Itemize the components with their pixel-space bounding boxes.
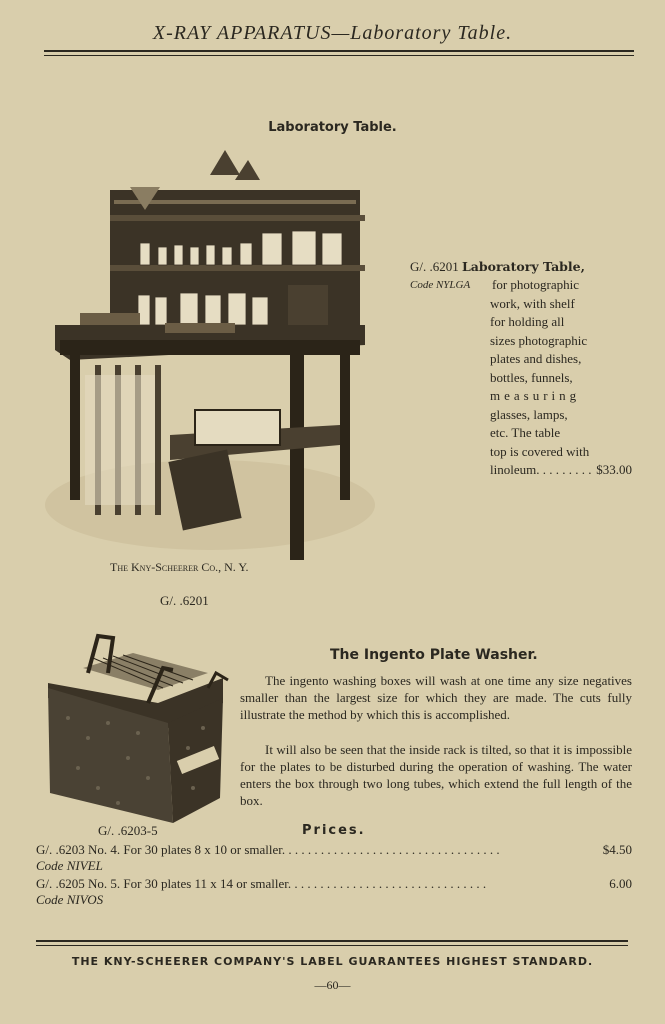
plate-washer-illustration bbox=[38, 628, 233, 826]
lab-table-catalog-no: G/. .6201 bbox=[410, 259, 459, 274]
prices-heading: Prices. bbox=[302, 823, 366, 838]
lab-table-item-name: Laboratory Table, bbox=[462, 259, 585, 274]
washer-image-caption: G/. .6203-5 bbox=[98, 823, 158, 838]
lab-table-description bbox=[490, 276, 632, 480]
desc-line: for holding all bbox=[490, 314, 565, 329]
desc-line: for photographic bbox=[492, 277, 580, 292]
desc-last-line: linoleum. . . . . . . . . bbox=[490, 462, 592, 477]
laboratory-table-illustration bbox=[40, 145, 380, 565]
price-row-code: Code NIVEL bbox=[36, 858, 103, 873]
desc-line: top is covered with bbox=[490, 443, 590, 459]
price-row bbox=[36, 842, 632, 858]
price-row-price: 6.00 bbox=[609, 876, 632, 891]
desc-line: work, with shelf bbox=[490, 295, 575, 311]
price-row-text: G/. .6203 No. 4. For 30 plates 8 x 10 or smaller. . . . . . . . . . . . . . . . . . . . . . . . . . . . . . . . . . bbox=[36, 842, 500, 857]
lab-table-price: $33.00 bbox=[596, 462, 632, 477]
footer-guarantee: THE KNY-SCHEERER COMPANY'S LABEL GUARANTEES HIGHEST STANDARD. bbox=[71, 955, 594, 968]
lab-table-heading-line bbox=[410, 258, 634, 277]
desc-line: sizes photographic bbox=[490, 332, 588, 348]
page-header-title: X-RAY APPARATUS—Laboratory Table. bbox=[152, 22, 513, 44]
desc-line: plates and dishes, bbox=[490, 351, 582, 366]
desc-line: etc. The table bbox=[490, 425, 561, 440]
page-number: —60— bbox=[314, 978, 351, 992]
desc-line: measuring bbox=[490, 388, 581, 403]
price-row-price: $4.50 bbox=[602, 842, 632, 857]
washer-title: The Ingento Plate Washer. bbox=[330, 647, 538, 663]
header-rule-bottom bbox=[44, 55, 634, 56]
price-row-code: Code NIVOS bbox=[36, 892, 104, 907]
header-rule-top bbox=[44, 50, 634, 52]
footer-rule-top bbox=[36, 940, 628, 942]
price-row-text: G/. .6205 No. 5. For 30 plates 11 x 14 or smaller. . . . . . . . . . . . . . . . . . . . . . . . . . . . . . . bbox=[36, 876, 487, 891]
price-row bbox=[36, 876, 632, 892]
lab-table-image-maker: The Kny-Scheerer Co., N. Y. bbox=[110, 560, 249, 574]
washer-paragraph-1: The ingento washing boxes will wash at one time any size negatives smaller than the largest size for which they are made. The cuts fully illustrate the method by which this is accomplished. bbox=[240, 673, 632, 722]
lab-table-title: Laboratory Table. bbox=[268, 120, 397, 135]
lab-table-image-caption: G/. .6201 bbox=[160, 593, 209, 608]
desc-price-line bbox=[490, 461, 632, 480]
footer-rule-bottom bbox=[36, 945, 628, 946]
desc-line: glasses, lamps, bbox=[490, 406, 568, 422]
desc-line: bottles, funnels, bbox=[490, 369, 573, 385]
washer-paragraph-2: It will also be seen that the inside rack is tilted, so that it is impossible for the plates to be disturbed during the operation of washing. The water enters the box through two long tubes, which extend the full length of the box. bbox=[240, 742, 632, 808]
lab-table-code: Code NYLGA bbox=[410, 279, 471, 291]
